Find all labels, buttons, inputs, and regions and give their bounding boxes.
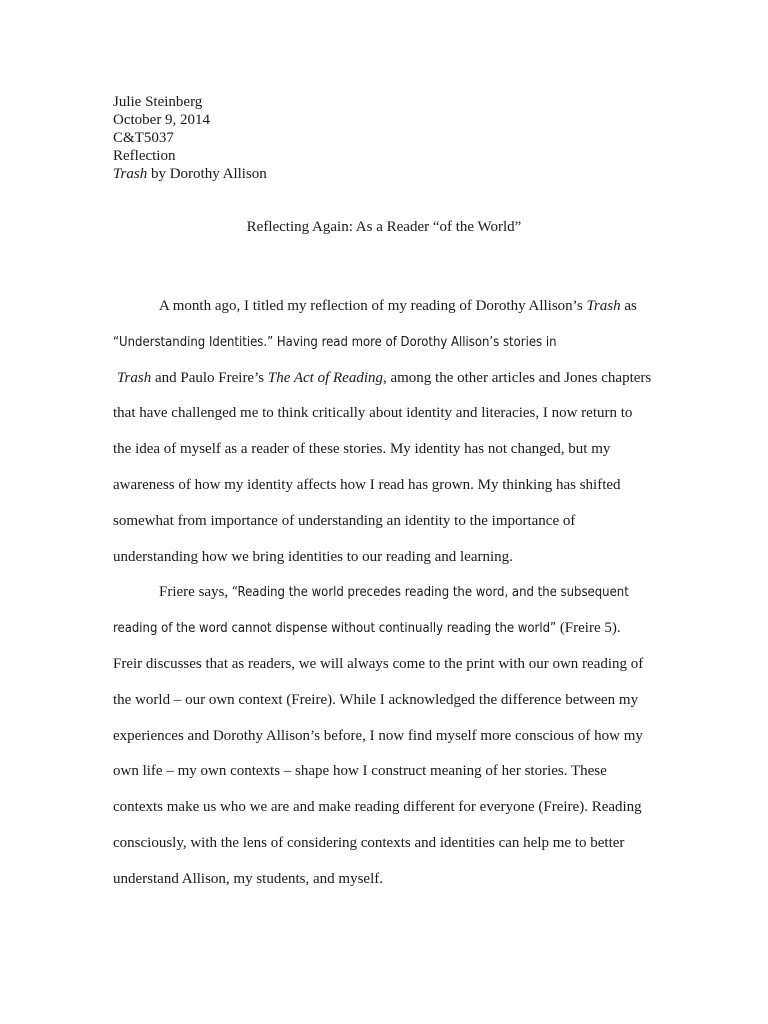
paragraph-2-line-1: Friere says, “Reading the world precedes reading the word, and the subsequent: [159, 584, 629, 601]
paragraph-2-line-7: contexts make us who we are and make reading different for everyone (Freire). Reading: [113, 799, 642, 816]
assignment-type: Reflection: [113, 148, 176, 164]
date: October 9, 2014: [113, 112, 211, 128]
paragraph-1-line-7: somewhat from importance of understanding an identity to the importance of: [113, 512, 576, 529]
paragraph-1-line-4: that have challenged me to think critically about identity and literacies, I now return to: [113, 405, 633, 422]
paragraph-1-line-5: the idea of myself as a reader of these stories. My identity has not changed, but my: [113, 441, 611, 458]
essay-body: [113, 289, 653, 898]
book-title: Trash: [113, 166, 148, 182]
paragraph-1-line-3: Trash and Paulo Freire’s The Act of Reading, among the other articles and Jones chapters: [117, 369, 652, 386]
book-reference: [113, 165, 267, 183]
paragraph-2-line-2: reading of the word cannot dispense without continually reading the world” (Freire 5).: [113, 620, 621, 637]
paragraph-1-line-8: understanding how we bring identities to our reading and learning.: [113, 548, 513, 565]
book-author: by Dorothy Allison: [147, 166, 267, 182]
course-code: C&T5037: [113, 130, 174, 146]
essay-title: Reflecting Again: As a Reader “of the World”: [246, 219, 522, 235]
paragraph-2-line-5: experiences and Dorothy Allison’s before, I now find myself more conscious of how my: [113, 727, 643, 744]
paragraph-2-line-6: own life – my own contexts – shape how I construct meaning of her stories. These: [113, 763, 607, 780]
paragraph-1-line-1: A month ago, I titled my reflection of my reading of Dorothy Allison’s Trash as: [159, 298, 637, 314]
paragraph-2-line-8: consciously, with the lens of considering contexts and identities can help me to better: [113, 834, 625, 851]
paragraph-2-line-4: the world – our own context (Freire). While I acknowledged the difference between my: [113, 691, 639, 708]
author-name: Julie Steinberg: [113, 94, 203, 110]
paragraph-1-line-2: “Understanding Identities.” Having read more of Dorothy Allison’s stories in: [113, 334, 557, 350]
paragraph-1-line-6: awareness of how my identity affects how I read has grown. My thinking has shifted: [113, 476, 621, 493]
paragraph-2-line-9: understand Allison, my students, and myself.: [113, 870, 383, 887]
paragraph-2-line-3: Freir discusses that as readers, we will always come to the print with our own reading of: [113, 655, 644, 672]
heading-block: [113, 93, 267, 183]
